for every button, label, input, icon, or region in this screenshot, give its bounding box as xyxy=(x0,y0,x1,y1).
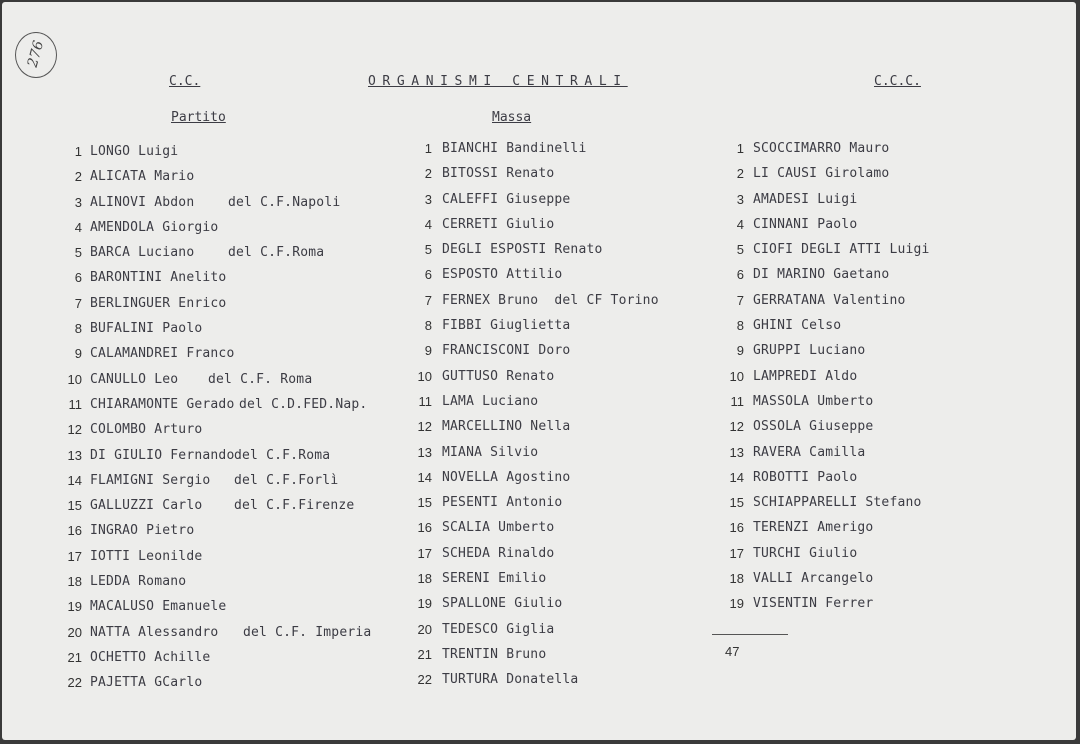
member-name: GERRATANA Valentino xyxy=(753,292,906,308)
document-page xyxy=(2,2,1076,740)
member-name: CANULLO Leo xyxy=(90,371,179,387)
member-name: FLAMIGNI Sergio xyxy=(90,472,211,488)
member-name: ALINOVI Abdon xyxy=(90,194,195,210)
member-name: AMADESI Luigi xyxy=(753,191,858,207)
item-number: 7 xyxy=(424,292,432,308)
item-number: 18 xyxy=(67,574,82,590)
member-name: GUTTUSO Renato xyxy=(442,368,555,384)
member-name: GHINI Celso xyxy=(753,318,842,334)
item-number: 9 xyxy=(74,346,82,362)
item-number: 8 xyxy=(736,318,744,334)
member-name: CINNANI Paolo xyxy=(753,216,858,232)
item-number: 17 xyxy=(729,545,744,561)
item-number: 18 xyxy=(729,571,744,587)
item-number: 10 xyxy=(729,368,744,384)
member-name: BITOSSI Renato xyxy=(442,166,555,182)
page-title: ORGANISMI CENTRALI xyxy=(368,74,628,89)
member-name: TERENZI Amerigo xyxy=(753,520,874,536)
item-number: 13 xyxy=(729,444,744,460)
member-name: LONGO Luigi xyxy=(90,144,179,159)
member-name: RAVERA Camilla xyxy=(753,444,866,460)
member-name: CIOFI DEGLI ATTI Luigi xyxy=(753,242,930,258)
item-number: 14 xyxy=(67,472,82,488)
member-name: VALLI Arcangelo xyxy=(753,571,874,587)
member-name: SCHIAPPARELLI Stefano xyxy=(753,495,922,511)
archive-stamp-number: 276 xyxy=(24,39,48,69)
total-rule xyxy=(712,634,788,635)
member-name: MIANA Silvio xyxy=(442,444,539,460)
item-number: 12 xyxy=(417,419,432,435)
subheader-partito: Partito xyxy=(171,110,226,125)
member-name: PESENTI Antonio xyxy=(442,495,563,511)
item-number: 2 xyxy=(424,166,432,182)
member-name: DEGLI ESPOSTI Renato xyxy=(442,242,603,258)
member-name: BERLINGUER Enrico xyxy=(90,295,227,311)
item-number: 17 xyxy=(417,545,432,561)
member-name: NOVELLA Agostino xyxy=(442,469,571,485)
member-name: ALICATA Mario xyxy=(90,169,195,185)
member-name: SCOCCIMARRO Mauro xyxy=(753,141,890,156)
item-number: 13 xyxy=(417,444,432,460)
member-name: LAMA Luciano xyxy=(442,393,539,409)
member-name: FIBBI Giuglietta xyxy=(442,318,571,334)
item-number: 11 xyxy=(68,396,82,412)
member-name: SCALIA Umberto xyxy=(442,520,555,536)
item-number: 16 xyxy=(729,520,744,536)
member-name: CALEFFI Giuseppe xyxy=(442,191,571,207)
member-name: INGRAO Pietro xyxy=(90,523,195,539)
item-number: 13 xyxy=(67,447,82,463)
member-name: FRANCISCONI Doro xyxy=(442,343,571,359)
item-number: 7 xyxy=(74,295,82,311)
federation-affiliation: del C.F.Roma xyxy=(234,447,331,463)
item-number: 6 xyxy=(424,267,432,283)
federation-affiliation: del C.F.Forlì xyxy=(234,472,339,488)
member-name: SPALLONE Giulio xyxy=(442,596,563,612)
item-number: 19 xyxy=(729,596,744,612)
item-number: 1 xyxy=(736,141,744,156)
member-name: OSSOLA Giuseppe xyxy=(753,419,874,435)
item-number: 6 xyxy=(74,270,82,286)
header-ccc: C.C.C. xyxy=(874,74,921,89)
item-number: 18 xyxy=(417,571,432,587)
member-name: LI CAUSI Girolamo xyxy=(753,166,890,182)
member-name: TEDESCO Giglia xyxy=(442,621,555,637)
item-number: 5 xyxy=(424,242,432,258)
item-number: 17 xyxy=(67,548,82,564)
member-name: MASSOLA Umberto xyxy=(753,393,874,409)
item-number: 15 xyxy=(417,495,432,511)
item-number: 8 xyxy=(74,321,82,337)
federation-affiliation: del C.F. Imperia xyxy=(243,624,372,640)
member-name: NATTA Alessandro xyxy=(90,624,219,640)
item-number: 2 xyxy=(74,169,82,185)
item-number: 9 xyxy=(736,343,744,359)
item-number: 1 xyxy=(74,144,82,159)
member-name: AMENDOLA Giorgio xyxy=(90,219,219,235)
member-name: BUFALINI Paolo xyxy=(90,321,203,337)
item-number: 4 xyxy=(736,216,744,232)
item-number: 10 xyxy=(417,368,432,384)
item-number: 12 xyxy=(729,419,744,435)
item-number: 1 xyxy=(424,141,432,156)
member-name: OCHETTO Achille xyxy=(90,649,211,665)
federation-affiliation: del C.F. Roma xyxy=(208,371,313,387)
member-name: GRUPPI Luciano xyxy=(753,343,866,359)
item-number: 11 xyxy=(730,393,744,409)
item-number: 5 xyxy=(736,242,744,258)
item-number: 2 xyxy=(736,166,744,182)
item-number: 15 xyxy=(67,498,82,514)
item-number: 11 xyxy=(418,393,432,409)
item-number: 5 xyxy=(74,245,82,261)
item-number: 10 xyxy=(67,371,82,387)
total-count: 47 xyxy=(725,644,740,659)
item-number: 20 xyxy=(417,621,432,637)
member-name: GALLUZZI Carlo xyxy=(90,498,203,514)
federation-affiliation: del C.D.FED.Nap. xyxy=(239,396,368,412)
item-number: 3 xyxy=(74,194,82,210)
member-name: CHIARAMONTE Gerado xyxy=(90,396,235,412)
item-number: 19 xyxy=(67,599,82,615)
member-name: FERNEX Bruno del CF Torino xyxy=(442,292,659,308)
item-number: 8 xyxy=(424,318,432,334)
member-name: IOTTI Leonilde xyxy=(90,548,203,564)
item-number: 3 xyxy=(424,191,432,207)
member-name: MACALUSO Emanuele xyxy=(90,599,227,615)
member-name: TURCHI Giulio xyxy=(753,545,858,561)
item-number: 4 xyxy=(424,216,432,232)
item-number: 15 xyxy=(729,495,744,511)
member-name: ROBOTTI Paolo xyxy=(753,469,858,485)
item-number: 14 xyxy=(417,469,432,485)
member-name: ESPOSTO Attilio xyxy=(442,267,563,283)
federation-affiliation: del C.F.Roma xyxy=(228,245,325,261)
item-number: 21 xyxy=(417,646,432,662)
item-number: 3 xyxy=(736,191,744,207)
item-number: 12 xyxy=(67,422,82,438)
item-number: 16 xyxy=(417,520,432,536)
member-name: LEDDA Romano xyxy=(90,574,187,590)
item-number: 7 xyxy=(736,292,744,308)
member-name: DI MARINO Gaetano xyxy=(753,267,890,283)
member-name: MARCELLINO Nella xyxy=(442,419,571,435)
member-name: BARONTINI Anelito xyxy=(90,270,227,286)
member-name: PAJETTA GCarlo xyxy=(90,675,203,691)
item-number: 9 xyxy=(424,343,432,359)
item-number: 20 xyxy=(67,624,82,640)
member-name: VISENTIN Ferrer xyxy=(753,596,874,612)
member-name: COLOMBO Arturo xyxy=(90,422,203,438)
item-number: 22 xyxy=(67,675,82,691)
member-name: LAMPREDI Aldo xyxy=(753,368,858,384)
member-name: TURTURA Donatella xyxy=(442,672,579,688)
federation-affiliation: del C.F.Firenze xyxy=(234,498,355,514)
member-name: CERRETI Giulio xyxy=(442,216,555,232)
header-cc: C.C. xyxy=(169,74,201,89)
subheader-massa: Massa xyxy=(492,110,532,125)
member-name: TRENTIN Bruno xyxy=(442,646,547,662)
federation-affiliation: del C.F.Napoli xyxy=(228,194,341,210)
item-number: 21 xyxy=(67,649,82,665)
member-name: CALAMANDREI Franco xyxy=(90,346,235,362)
item-number: 16 xyxy=(67,523,82,539)
member-name: SERENI Emilio xyxy=(442,571,547,587)
member-name: DI GIULIO Fernando xyxy=(90,447,235,463)
item-number: 4 xyxy=(74,219,82,235)
member-name: SCHEDA Rinaldo xyxy=(442,545,555,561)
item-number: 22 xyxy=(417,672,432,688)
member-name: BARCA Luciano xyxy=(90,245,195,261)
item-number: 19 xyxy=(417,596,432,612)
item-number: 6 xyxy=(736,267,744,283)
item-number: 14 xyxy=(729,469,744,485)
member-name: BIANCHI Bandinelli xyxy=(442,141,587,156)
